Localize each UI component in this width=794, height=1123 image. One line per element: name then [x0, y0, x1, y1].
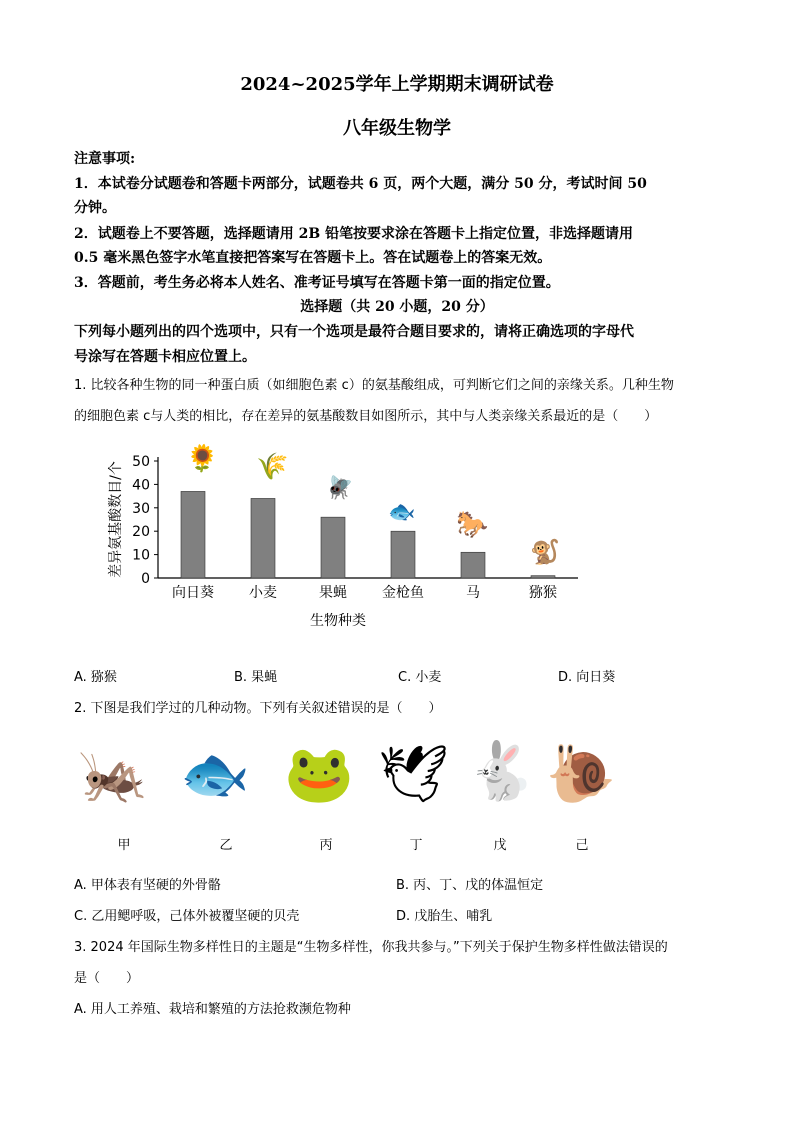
bar	[461, 552, 485, 578]
animal-label-wu: 戊	[493, 838, 507, 853]
animal-label-bing: 丙	[319, 838, 333, 853]
q1-bar-chart	[100, 440, 600, 640]
q1-stem-cont: 的细胞色素 c与人类的相比，存在差异的氨基酸数目如图所示，其中与人类亲缘关系最近的是（ ）	[74, 409, 658, 424]
q1-option-d[interactable]: D. 向日葵	[558, 670, 616, 685]
frog-icon: 🐸	[284, 742, 354, 807]
snail-icon: 🐌	[546, 742, 616, 807]
x-tick-label: 向日葵	[172, 585, 214, 601]
q1-stem: 1. 比较各种生物的同一种蛋白质（如细胞色素 c）的氨基酸组成，可判断它们之间的亲缘关系。几种生物	[74, 378, 674, 393]
horse-icon: 🐎	[456, 510, 489, 540]
wheat-icon: 🌾	[256, 452, 289, 482]
exam-subtitle: 八年级生物学	[343, 118, 451, 139]
x-tick-label: 马	[466, 585, 480, 601]
notice-heading: 注意事项:	[74, 151, 136, 167]
y-tick-label: 20	[132, 524, 150, 541]
q2-option-d[interactable]: D. 戊胎生、哺乳	[396, 909, 493, 924]
fish-icon: 🐟	[180, 742, 250, 807]
notice-item-2-cont: 0.5 毫米黑色签字水笔直接把答案写在答题卡上。答在试题卷上的答案无效。	[74, 250, 552, 266]
animal-label-ding: 丁	[409, 838, 423, 853]
animal-label-ji: 己	[575, 838, 589, 853]
x-tick-label: 小麦	[249, 585, 277, 601]
q2-option-c[interactable]: C. 乙用鳃呼吸，己体外被覆坚硬的贝壳	[74, 909, 300, 924]
bar	[321, 517, 345, 578]
x-tick-label: 猕猴	[529, 585, 557, 601]
pigeon-icon: 🕊	[378, 742, 450, 807]
q2-option-a[interactable]: A. 甲体表有坚硬的外骨骼	[74, 878, 221, 893]
q1-option-b[interactable]: B. 果蝇	[234, 670, 278, 685]
q3-stem: 3. 2024 年国际生物多样性日的主题是“生物多样性，你我共参与。”下列关于保护生物多样性做法错误的	[74, 940, 668, 955]
x-tick-label: 果蝇	[319, 585, 347, 601]
q2-stem: 2. 下图是我们学过的几种动物。下列有关叙述错误的是（ ）	[74, 701, 442, 716]
rabbit-icon: 🐇	[466, 739, 536, 804]
notice-item-3: 3．答题前，考生务必将本人姓名、准考证号填写在答题卡第一面的指定位置。	[74, 275, 560, 291]
notice-item-2: 2．试题卷上不要答题，选择题请用 2B 铅笔按要求涂在答题卡上指定位置，非选择题请用	[74, 226, 634, 242]
notice-item-1: 1．本试卷分试题卷和答题卡两部分，试题卷共 6 页，两个大题，满分 50 分，考试时间 50	[74, 176, 647, 192]
section-instruction: 下列每小题列出的四个选项中，只有一个选项是最符合题目要求的，请将正确选项的字母代	[74, 324, 634, 340]
q3-stem-cont: 是（ ）	[74, 971, 140, 986]
y-axis-title: 差异氨基酸数目/个	[108, 461, 124, 578]
y-tick-label: 30	[132, 500, 150, 517]
animal-label-yi: 乙	[219, 838, 233, 853]
q2-option-b[interactable]: B. 丙、丁、戊的体温恒定	[396, 878, 544, 893]
y-tick-label: 0	[141, 571, 150, 587]
bar	[251, 498, 275, 578]
grasshopper-icon: 🦗	[78, 742, 148, 807]
q1-option-c[interactable]: C. 小麦	[398, 670, 442, 685]
bar	[531, 576, 555, 578]
animal-label-jia: 甲	[117, 838, 131, 853]
tuna-icon: 🐟	[388, 500, 416, 525]
y-tick-label: 40	[132, 477, 150, 494]
exam-title: 2024~2025学年上学期期末调研试卷	[240, 74, 554, 95]
y-tick-label: 10	[132, 547, 150, 564]
fly-icon: 🪰	[326, 476, 354, 501]
x-tick-label: 金枪鱼	[382, 585, 424, 601]
section-instruction-cont: 号涂写在答题卡相应位置上。	[74, 349, 256, 365]
q3-option-a[interactable]: A. 用人工养殖、栽培和繁殖的方法抢救濒危物种	[74, 1002, 351, 1017]
section-title: 选择题（共 20 小题，20 分）	[300, 299, 494, 315]
notice-item-1-cont: 分钟。	[74, 200, 116, 216]
monkey-icon: 🐒	[530, 538, 560, 566]
x-axis-title: 生物种类	[310, 613, 366, 629]
sunflower-icon: 🌻	[186, 444, 219, 474]
bar	[391, 531, 415, 578]
q1-option-a[interactable]: A. 猕猴	[74, 670, 117, 685]
y-tick-label: 50	[132, 454, 150, 470]
bar	[181, 491, 205, 578]
